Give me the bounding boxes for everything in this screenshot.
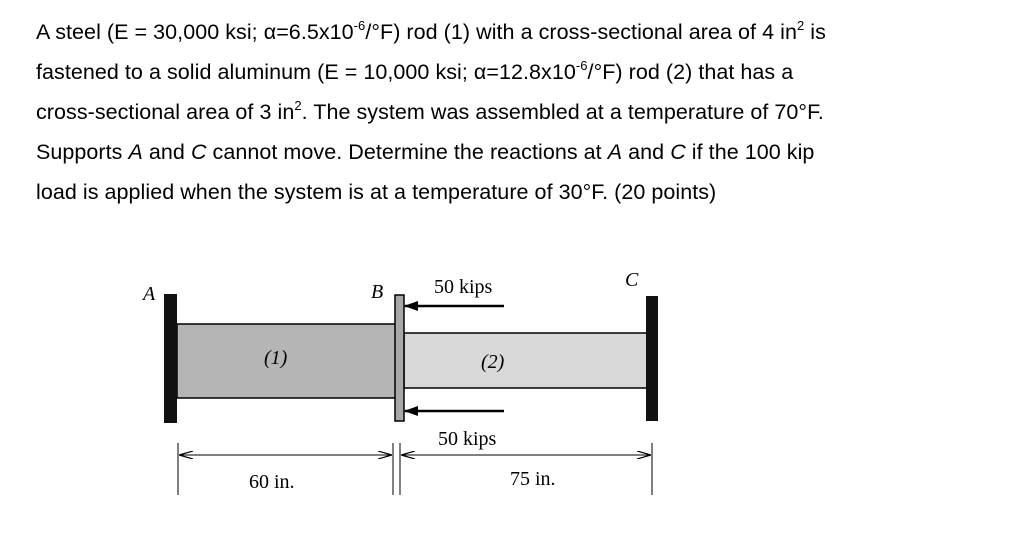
rod-1-length-label: 60 in. [249, 471, 295, 493]
rod-2-label: (2) [481, 351, 505, 373]
exponent: -6 [575, 58, 588, 73]
joint-b-flange [395, 295, 404, 421]
joint-b-label: B [371, 281, 384, 303]
problem-text: cross-sectional area of 3 in [36, 100, 295, 124]
exponent: -6 [353, 18, 366, 33]
exponent: 2 [294, 98, 302, 113]
support-c-label: C [625, 269, 639, 291]
problem-text: . The system was assembled at a temperature of 70°F. [301, 100, 824, 124]
problem-text: /°F) rod (1) with a cross-sectional area of 4 in [365, 20, 797, 44]
exponent: 2 [796, 18, 805, 33]
problem-text: A steel (E = 30,000 ksi; α=6.5x10 [36, 20, 354, 44]
problem-text: and [142, 140, 191, 164]
support-a-ref: A [607, 140, 623, 164]
rod-2 [404, 333, 654, 388]
support-a-ref: A [128, 140, 143, 164]
support-a [164, 294, 177, 423]
problem-text: Supports [36, 140, 129, 164]
problem-text: if the 100 kip [685, 140, 815, 164]
rod-2-length-label: 75 in. [510, 468, 556, 490]
support-c-ref: C [670, 140, 686, 164]
support-c [646, 296, 658, 421]
top-load-label: 50 kips [434, 276, 493, 298]
support-c-ref: C [190, 140, 207, 164]
problem-text: cannot move. Determine the reactions at [206, 140, 608, 164]
problem-text: /°F) rod (2) that has a [587, 60, 794, 84]
rod-1-label: (1) [264, 347, 288, 369]
problem-text: load is applied when the system is at a temperature of 30°F. (20 points) [36, 180, 717, 204]
problem-text: fastened to a solid aluminum (E = 10,000 ksi; α=12.8x10 [36, 60, 576, 84]
bottom-load-label: 50 kips [438, 428, 497, 450]
problem-text: is [804, 20, 826, 44]
support-a-label: A [143, 283, 156, 305]
problem-text: and [622, 140, 671, 164]
